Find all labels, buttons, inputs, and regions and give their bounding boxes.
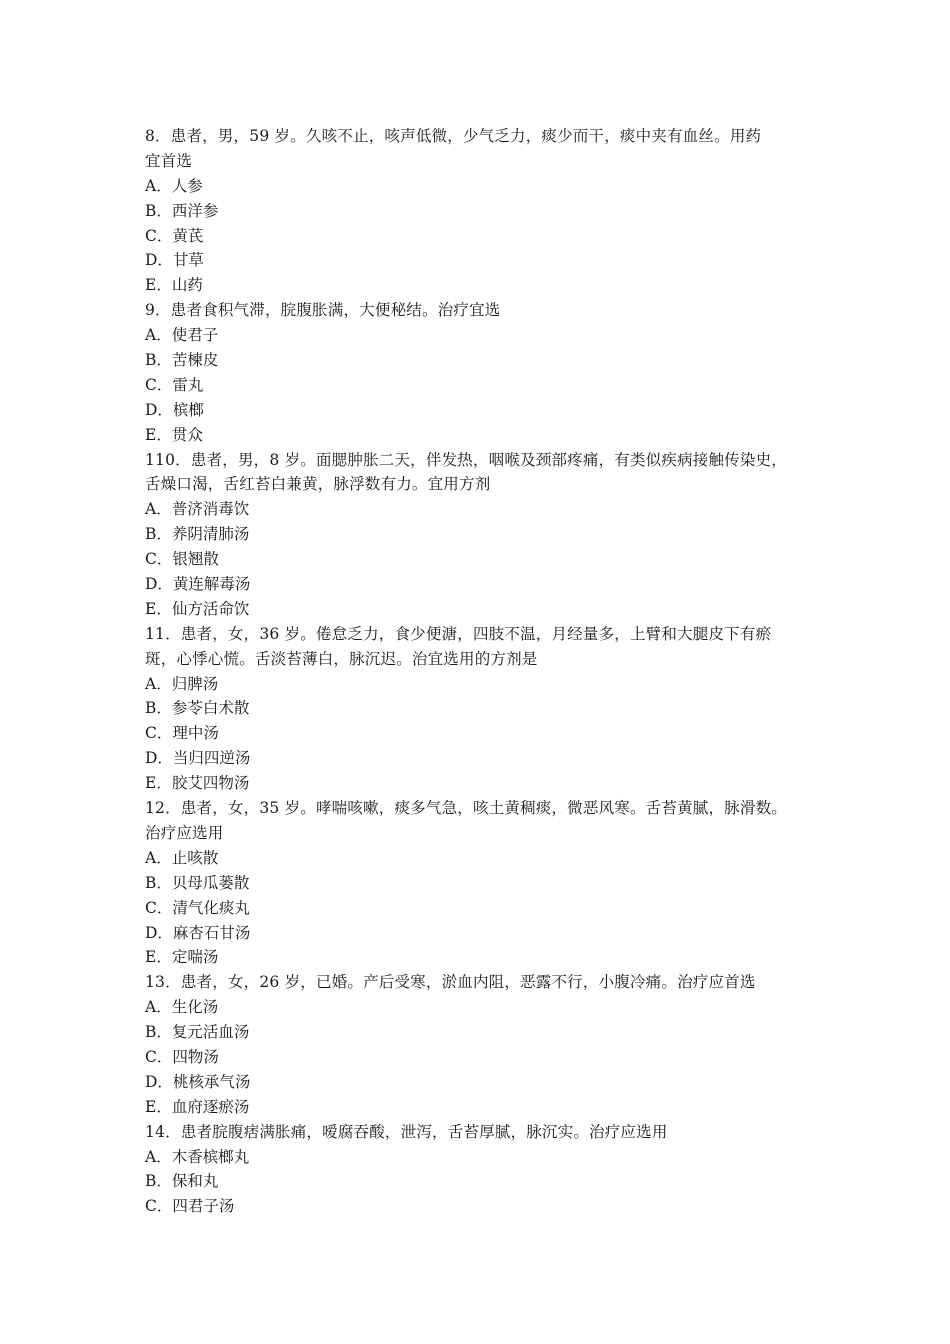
option-a: A．止咳散 [145,848,219,867]
question-stem-line: 12．患者，女，35 岁。哮喘咳嗽，痰多气急，咳土黄稠痰，微恶风寒。舌苔黄腻，脉滑数。 [145,799,787,818]
question-stem-line: 治疗应选用 [145,823,224,842]
option-c: C．四君子汤 [145,1197,235,1216]
option-b: B．保和丸 [145,1172,219,1191]
option-d: D．麻杏石甘汤 [145,923,251,942]
option-a: A．人参 [145,176,203,195]
question-stem-line: 9．患者食积气滞，脘腹胀满，大便秘结。治疗宜选 [145,301,501,320]
option-b: B．贝母瓜蒌散 [145,873,250,892]
question-14 [145,1120,825,1220]
question-11 [145,622,825,796]
question-9 [145,298,825,447]
option-e: E．山药 [145,276,203,295]
option-e: E．胶艾四物汤 [145,774,250,793]
option-e: E．血府逐瘀汤 [145,1097,250,1116]
option-a: A．木香槟榔丸 [145,1147,250,1166]
option-b: B．复元活血汤 [145,1023,250,1042]
question-12 [145,796,825,970]
option-a: A．归脾汤 [145,674,219,693]
option-a: A．使君子 [145,326,219,345]
question-stem-line: 斑，心悸心慌。舌淡苔薄白，脉沉迟。治宜选用的方剂是 [145,649,538,668]
option-a: A．普济消毒饮 [145,500,250,519]
question-110 [145,448,825,622]
option-c: C．银翘散 [145,550,219,569]
option-b: B．西洋参 [145,201,219,220]
option-b: B．参苓白术散 [145,699,250,718]
option-b: B．养阴清肺汤 [145,525,250,544]
option-d: D．桃核承气汤 [145,1072,251,1091]
option-d: D．甘草 [145,251,204,270]
option-e: E．定喘汤 [145,948,219,967]
option-c: C．雷丸 [145,375,204,394]
option-e: E．仙方活命饮 [145,599,250,618]
option-d: D．槟榔 [145,400,204,419]
question-stem-line: 13．患者，女，26 岁，已婚。产后受寒，淤血内阻，恶露不行，小腹冷痛。治疗应首选 [145,973,756,992]
option-c: C．理中汤 [145,724,219,743]
option-d: D．黄连解毒汤 [145,575,251,594]
option-c: C．黄芪 [145,226,204,245]
question-stem-line: 8．患者，男，59 岁。久咳不止，咳声低微，少气乏力，痰少而干，痰中夹有血丝。用药 [145,127,762,145]
question-stem-line: 14．患者脘腹痞满胀痛，嗳腐吞酸，泄泻，舌苔厚腻，脉沉实。治疗应选用 [145,1122,668,1141]
option-d: D．当归四逆汤 [145,749,251,768]
question-stem-line: 舌燥口渴，舌红苔白兼黄，脉浮数有力。宜用方剂 [145,475,491,494]
question-stem-line: 宜首选 [145,151,193,170]
option-c: C．清气化痰丸 [145,898,250,917]
option-c: C．四物汤 [145,1047,219,1066]
document-page [145,124,825,1219]
option-e: E．贯众 [145,425,203,444]
option-a: A．生化汤 [145,998,219,1017]
option-b: B．苦楝皮 [145,351,219,370]
question-8 [145,124,825,298]
question-stem-line: 11．患者，女，36 岁。倦怠乏力，食少便溏，四肢不温，月经量多，上臂和大腿皮下有瘀 [145,624,772,643]
question-stem-line: 110．患者，男，8 岁。面腮肿胀二天，伴发热，咽喉及颈部疼痛，有类似疾病接触传染史， [145,450,787,469]
question-13 [145,970,825,1119]
